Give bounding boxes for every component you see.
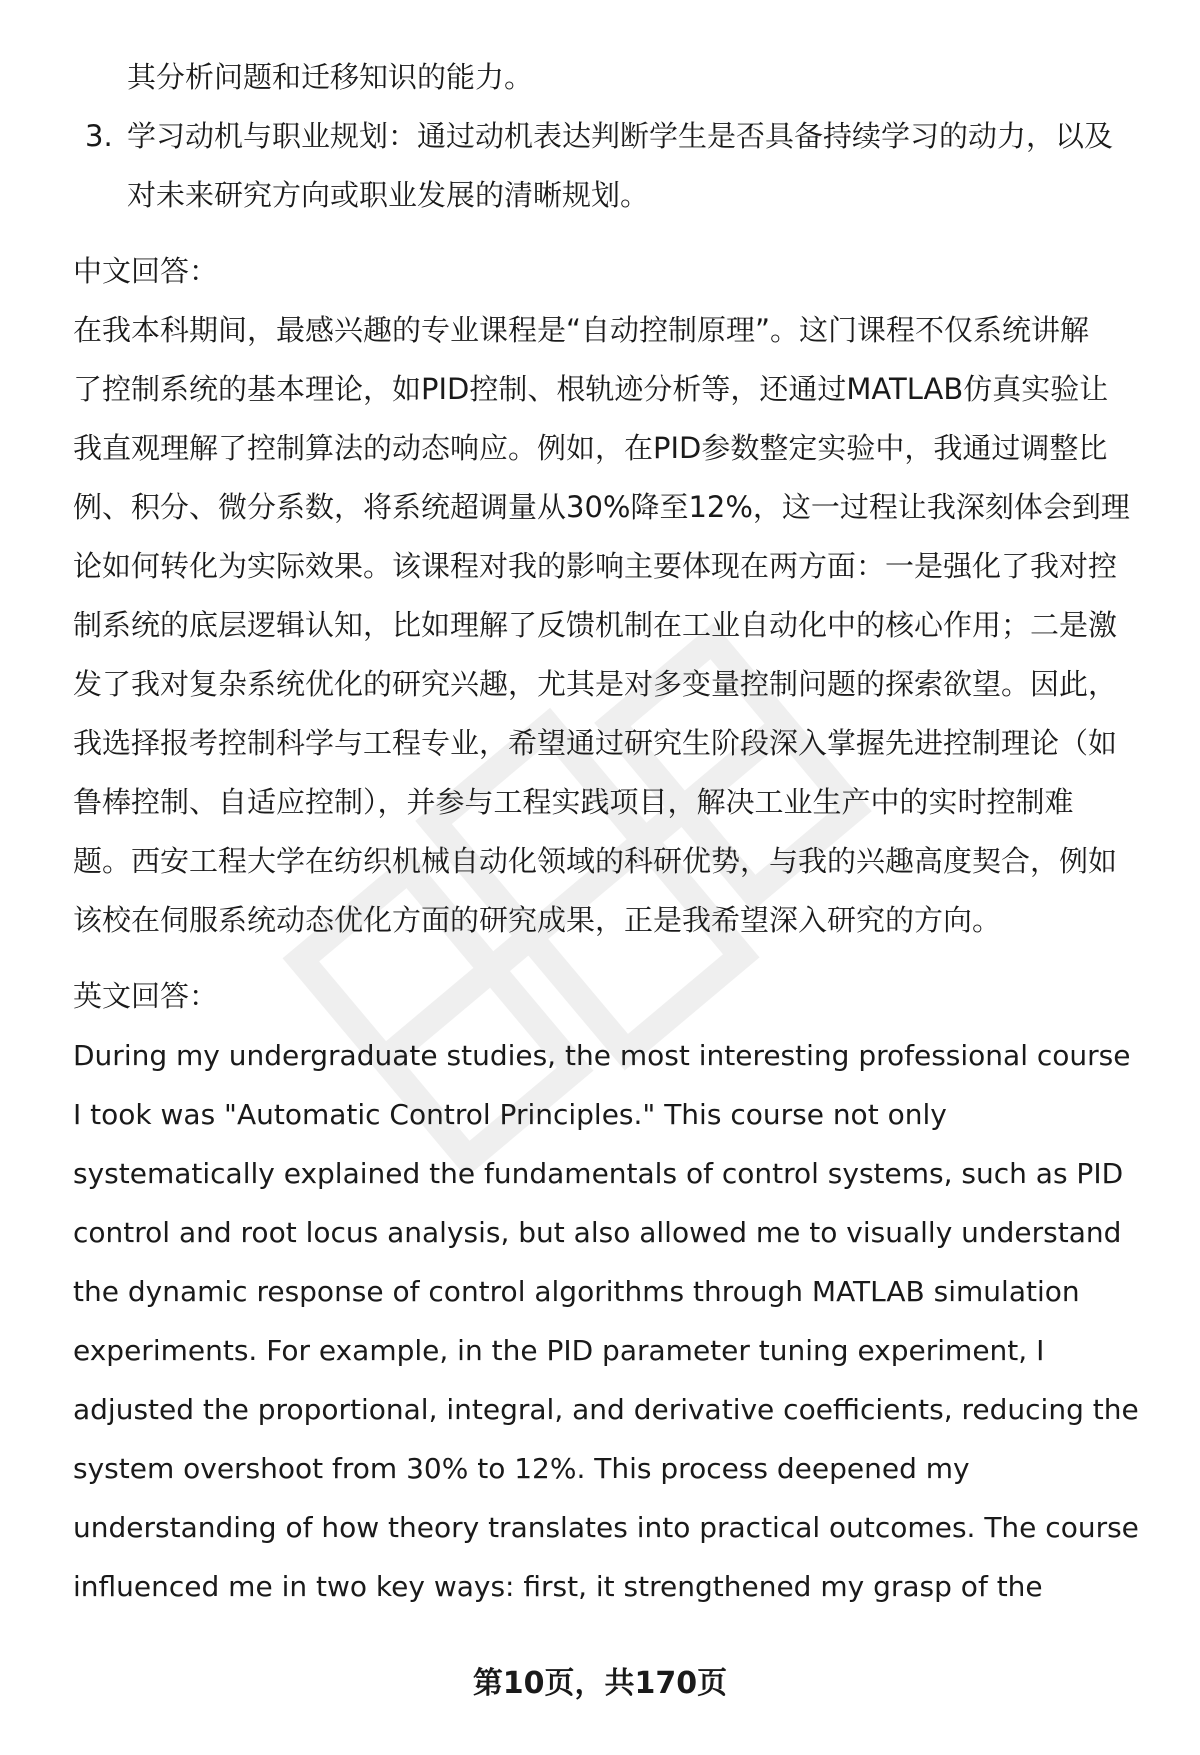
english-answer-line: adjusted the proportional, integral, and derivative coefficients, reducing the bbox=[73, 1393, 1139, 1426]
english-answer-line: I took was "Automatic Control Principles." This course not only bbox=[73, 1098, 947, 1131]
english-answer-line: the dynamic response of control algorithms through MATLAB simulation bbox=[73, 1275, 1080, 1308]
chinese-answer-line: 该校在伺服系统动态优化方面的研究成果，正是我希望深入研究的方向。 bbox=[73, 903, 1002, 937]
list-item-2-continuation: 其分析问题和迁移知识的能力。 bbox=[127, 60, 534, 94]
chinese-answer-line: 我选择报考控制科学与工程专业，希望通过研究生阶段深入掌握先进控制理论（如 bbox=[73, 726, 1118, 760]
page-number-footer: 第10页，共170页 bbox=[472, 1666, 728, 1701]
chinese-answer-line: 在我本科期间，最感兴趣的专业课程是“自动控制原理”。这门课程不仅系统讲解 bbox=[73, 313, 1090, 347]
english-answer-line: system overshoot from 30% to 12%. This process deepened my bbox=[73, 1452, 970, 1485]
english-answer-line: control and root locus analysis, but also allowed me to visually understand bbox=[73, 1216, 1122, 1249]
list-number: 3. bbox=[85, 119, 113, 153]
chinese-answer-line: 例、积分、微分系数，将系统超调量从30%降至12%，这一过程让我深刻体会到理 bbox=[73, 490, 1130, 524]
document-page bbox=[73, 48, 1153, 1616]
english-answer-line: influenced me in two key ways: first, it strengthened my grasp of the bbox=[73, 1570, 1043, 1603]
english-answer-line: understanding of how theory translates into practical outcomes. The course bbox=[73, 1511, 1139, 1544]
english-answer-line: During my undergraduate studies, the most interesting professional course bbox=[73, 1039, 1131, 1072]
list-item-3 bbox=[73, 107, 1153, 166]
chinese-answer-line: 我直观理解了控制算法的动态响应。例如，在PID参数整定实验中，我通过调整比 bbox=[73, 431, 1108, 465]
chinese-answer-line: 论如何转化为实际效果。该课程对我的影响主要体现在两方面：一是强化了我对控 bbox=[73, 549, 1118, 583]
list-item-3-line-2: 对未来研究方向或职业发展的清晰规划。 bbox=[127, 178, 650, 212]
english-answer-line: systematically explained the fundamentals of control systems, such as PID bbox=[73, 1157, 1124, 1190]
english-answer-line: experiments. For example, in the PID parameter tuning experiment, I bbox=[73, 1334, 1045, 1367]
chinese-answer-line: 发了我对复杂系统优化的研究兴趣，尤其是对多变量控制问题的探索欲望。因此， bbox=[73, 667, 1118, 701]
chinese-answer-heading: 中文回答： bbox=[73, 254, 219, 288]
list-item-3-line-1: 学习动机与职业规划：通过动机表达判断学生是否具备持续学习的动力，以及 bbox=[127, 119, 1114, 153]
english-answer-heading: 英文回答： bbox=[73, 979, 219, 1013]
chinese-answer-line: 制系统的底层逻辑认知，比如理解了反馈机制在工业自动化中的核心作用；二是激 bbox=[73, 608, 1118, 642]
chinese-answer-line: 了控制系统的基本理论，如PID控制、根轨迹分析等，还通过MATLAB仿真实验让 bbox=[73, 372, 1109, 406]
chinese-answer-line: 鲁棒控制、自适应控制），并参与工程实践项目，解决工业生产中的实时控制难 bbox=[73, 785, 1074, 819]
chinese-answer-line: 题。西安工程大学在纺织机械自动化领域的科研优势，与我的兴趣高度契合，例如 bbox=[73, 844, 1118, 878]
